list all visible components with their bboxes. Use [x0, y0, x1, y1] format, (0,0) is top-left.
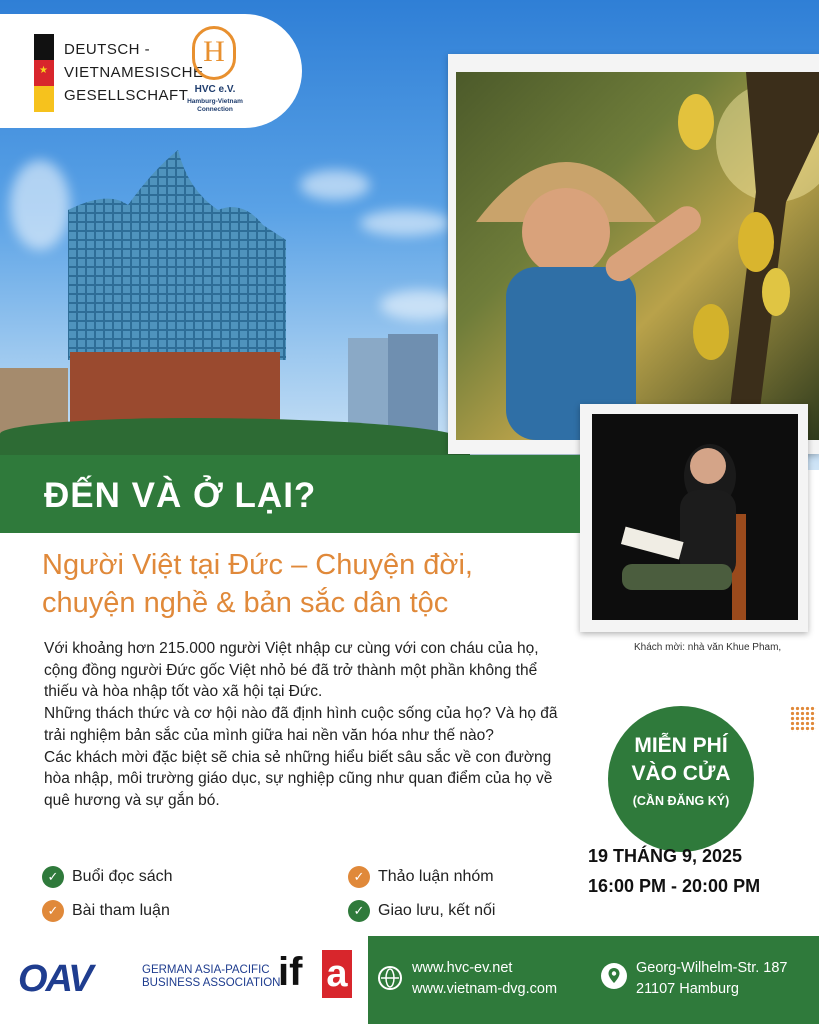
oav-logo-subtitle	[142, 964, 280, 990]
ifa-logo: if	[278, 950, 303, 994]
badge-registration-note: (CẦN ĐĂNG KÝ)	[632, 794, 730, 808]
event-description	[44, 638, 564, 812]
child-illustration	[456, 72, 819, 440]
event-subtitle	[42, 546, 562, 622]
badge-line: VÀO CỬA	[631, 762, 731, 785]
activity-label: Bài tham luận	[72, 902, 170, 919]
badge-line: MIỄN PHÍ	[634, 734, 728, 757]
photo-guest-author	[592, 414, 798, 620]
german-vietnamese-flag: ★	[34, 34, 54, 112]
address-line: Georg-Wilhelm-Str. 187	[636, 960, 788, 976]
decorative-dots	[790, 706, 816, 732]
activity-item	[348, 866, 494, 888]
free-admission-badge	[608, 706, 754, 852]
cloud	[360, 210, 450, 236]
hvc-logo-letter: H	[203, 35, 225, 68]
oav-logo: OAV	[18, 958, 92, 1000]
dvg-line: DEUTSCH -	[64, 41, 151, 58]
event-time: 16:00 PM - 20:00 PM	[588, 876, 761, 896]
activity-label: Buổi đọc sách	[72, 868, 173, 885]
description-paragraph: Với khoảng hơn 215.000 người Việt nhập cư cùng với con cháu của họ, cộng đồng người Đức gốc Việt nhỏ bé đã trở thành một phần không thể thiếu và hòa nhập tốt vào xã hội tại Đức.	[44, 640, 539, 701]
ifa-logo-a: a	[322, 950, 352, 998]
activity-item	[42, 866, 173, 888]
oav-sub-line: GERMAN ASIA-PACIFIC	[142, 964, 270, 976]
venue-address	[636, 958, 788, 1000]
hvc-logo-mark	[192, 26, 236, 80]
event-headline: ĐẾN VÀ Ở LẠI?	[44, 476, 317, 515]
website-links	[412, 958, 557, 1000]
photo-child-starfruit	[456, 72, 819, 440]
address-line: 21107 Hamburg	[636, 981, 739, 997]
dvg-line: GESELLSCHAFT	[64, 87, 189, 104]
globe-icon	[378, 966, 402, 990]
event-date: 19 THÁNG 9, 2025	[588, 846, 743, 866]
hvc-sub-line: Hamburg-Vietnam	[187, 98, 243, 105]
check-icon: ✓	[348, 900, 370, 922]
description-paragraph: Những thách thức và cơ hội nào đã định hình cuộc sống của họ? Và họ đã trải nghiệm bản sắc của mình giữa hai nền văn hóa như thế nào?	[44, 705, 558, 744]
subtitle-line: chuyện nghề & bản sắc dân tộc	[42, 587, 449, 619]
cloud	[300, 170, 370, 200]
activity-item	[42, 900, 170, 922]
author-illustration	[592, 414, 798, 620]
check-icon: ✓	[348, 866, 370, 888]
hvc-logo-name: HVC e.V.	[194, 84, 236, 95]
activity-label: Thảo luận nhóm	[378, 868, 494, 885]
hvc-logo-subtitle	[178, 98, 252, 114]
hvc-sub-line: Connection	[197, 106, 233, 113]
website-link[interactable]: www.vietnam-dvg.com	[412, 981, 558, 997]
activity-label: Giao lưu, kết nối	[378, 902, 496, 919]
dvg-line: VIETNAMESISCHE	[64, 64, 204, 81]
guest-caption: Khách mời: nhà văn Khue Pham,	[634, 642, 782, 653]
oav-sub-line: BUSINESS ASSOCIATION	[142, 977, 281, 989]
check-icon: ✓	[42, 866, 64, 888]
description-paragraph: Các khách mời đặc biệt sẽ chia sẻ những hiểu biết sâu sắc về con đường hòa nhập, môi trường giáo dục, sự nghiệp cũng như quan điểm của họ về quê hương và sự gắn bó.	[44, 748, 553, 809]
activity-item	[348, 900, 495, 922]
building	[388, 334, 438, 438]
location-pin-icon	[600, 962, 628, 990]
check-icon: ✓	[42, 900, 64, 922]
subtitle-line: Người Việt tại Đức – Chuyện đời,	[42, 549, 473, 581]
cloud	[10, 160, 70, 250]
website-link[interactable]: www.hvc-ev.net	[412, 960, 513, 976]
dvg-logo-text	[64, 38, 204, 107]
elbphilharmonie-glass-top	[68, 150, 286, 360]
